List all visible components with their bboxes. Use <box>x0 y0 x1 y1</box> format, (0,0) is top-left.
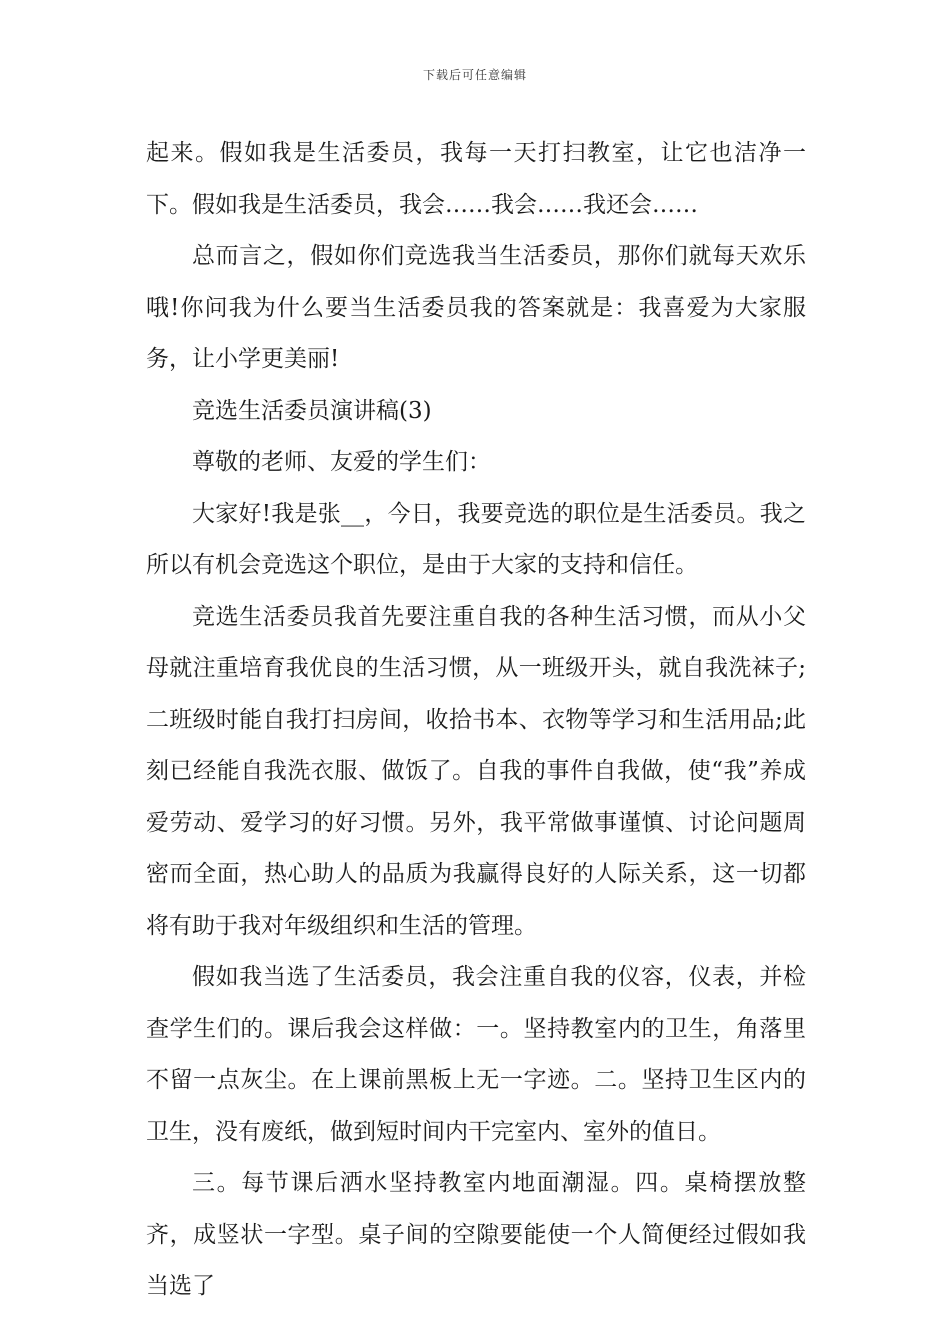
section-title: 竞选生活委员演讲稿(3) <box>192 397 432 424</box>
header-note: 下载后可任意编辑 <box>422 68 527 82</box>
paragraph: 三。每节课后洒水坚持教室内地面潮湿。四。桌椅摆放整齐，成竖状一字型。桌子间的空隙要能使一个人简便经过假如我当选了 <box>146 1170 806 1299</box>
document-body <box>146 128 806 1313</box>
paragraph: 总而言之，假如你们竞选我当生活委员，那你们就每天欢乐哦!你问我为什么要当生活委员我的答案就是：我喜爱为大家服务，让小学更美丽! <box>146 243 806 372</box>
paragraph: 竞选生活委员我首先要注重自我的各种生活习惯，而从小父母就注重培育我优良的生活习惯，从一班级开头，就自我洗袜子;二班级时能自我打扫房间，收拾书本、衣物等学习和生活用品;此刻已经能自我洗衣服、做饭了。自我的事件自我做，使“我”养成爱劳动、爱学习的好习惯。另外，我平常做事谨慎、讨论问题周密而全面，热心助人的品质为我赢得良好的人际关系，这一切都将有助于我对年级组织和生活的管理。 <box>146 603 806 939</box>
salutation: 尊敬的老师、友爱的学生们： <box>192 449 491 475</box>
paragraph: 假如我当选了生活委员，我会注重自我的仪容，仪表，并检查学生们的。课后我会这样做：一。坚持教室内的卫生，角落里不留一点灰尘。在上课前黑板上无一字迹。二。坚持卫生区内的卫生，没有废纸，做到短时间内干完室内、室外的值日。 <box>146 964 806 1145</box>
paragraph: 大家好!我是张__，今日，我要竞选的职位是生活委员。我之所以有机会竞选这个职位，是由于大家的支持和信任。 <box>146 500 806 578</box>
paragraph: 起来。假如我是生活委员，我每一天打扫教室，让它也洁净一下。假如我是生活委员，我会……我会……我还会…… <box>146 140 806 218</box>
